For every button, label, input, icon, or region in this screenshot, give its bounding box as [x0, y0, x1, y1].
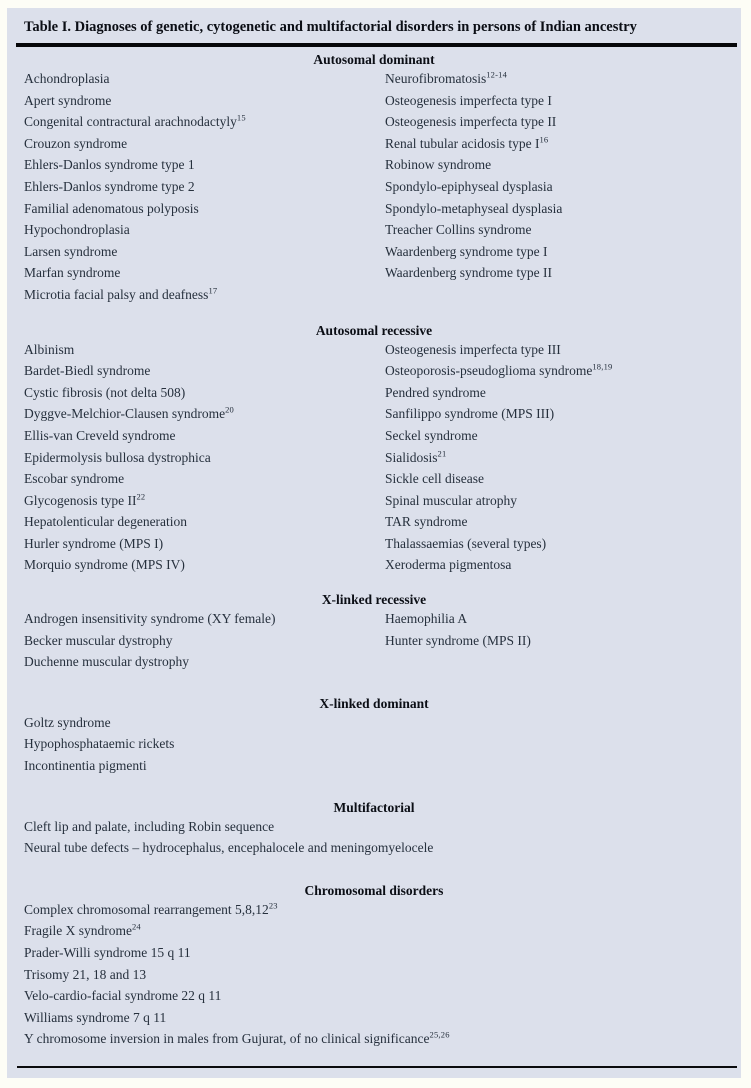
disorder-name: Becker muscular dystrophy	[24, 632, 173, 648]
disorder-name: Ehlers-Danlos syndrome type 2	[24, 178, 195, 194]
reference-superscript: 17	[208, 285, 218, 296]
section-columns	[7, 816, 741, 859]
disorder-name: Hurler syndrome (MPS I)	[24, 535, 164, 551]
section-heading: X-linked recessive	[321, 592, 427, 608]
disorder-name: Bardet-Biedl syndrome	[24, 363, 151, 379]
disorder-name: Robinow syndrome	[385, 157, 492, 173]
disorder-name: Albinism	[24, 341, 75, 357]
disorder-name: Incontinentia pigmenti	[24, 758, 147, 774]
disorder-name: Fragile X syndrome	[24, 923, 132, 939]
disorder-item	[24, 133, 385, 155]
disorder-item	[24, 198, 385, 220]
disorder-name: Renal tubular acidosis type I	[385, 135, 540, 151]
left-column	[24, 899, 741, 1050]
disorder-item	[24, 68, 385, 90]
reference-superscript: 18,19	[592, 361, 613, 372]
disorder-name: Congenital contractural arachnodactyly	[24, 114, 237, 130]
disorder-item	[385, 490, 741, 512]
reference-superscript: 15	[236, 112, 246, 123]
disorder-name: Cleft lip and palate, including Robin sequence	[24, 818, 275, 834]
disorder-name: Duchenne muscular dystrophy	[24, 654, 189, 670]
section-columns	[7, 339, 741, 577]
disorder-item	[385, 133, 741, 155]
reference-superscript: 23	[268, 900, 278, 911]
disorder-item	[24, 837, 741, 859]
right-column	[385, 68, 741, 306]
disorder-item	[385, 447, 741, 469]
disorder-item	[385, 511, 741, 533]
disorder-name: Escobar syndrome	[24, 471, 125, 487]
disorder-item	[24, 964, 741, 986]
table-bottom-rule	[17, 1066, 737, 1068]
section-multifactorial	[7, 799, 741, 859]
disorder-name: Treacher Collins syndrome	[385, 222, 532, 238]
reference-superscript: 21	[437, 448, 447, 458]
table-title: Table I. Diagnoses of genetic, cytogenetic and multifactorial disorders in persons of Indian ancestry	[24, 19, 637, 35]
left-column	[24, 608, 385, 673]
disorder-name: Epidermolysis bullosa dystrophica	[24, 449, 211, 465]
disorder-name: Neurofibromatosis	[385, 71, 487, 86]
disorder-item	[385, 630, 741, 652]
disorder-name: Ehlers-Danlos syndrome type 1	[24, 157, 195, 173]
disorder-name: Dyggve-Melchior-Clausen syndrome	[24, 406, 226, 422]
table-card	[7, 8, 741, 1078]
section-heading: Multifactorial	[333, 799, 415, 815]
disorder-name: Apert syndrome	[24, 92, 112, 108]
disorder-item	[24, 425, 385, 447]
disorder-name: Hypophosphataemic rickets	[24, 736, 175, 752]
disorder-name: Marfan syndrome	[24, 265, 121, 281]
disorder-name: Hunter syndrome (MPS II)	[385, 632, 531, 648]
disorder-item	[24, 447, 385, 469]
right-column	[385, 339, 741, 577]
section-x-linked-recessive	[7, 591, 741, 673]
section-columns	[7, 608, 741, 673]
section-chromosomal-disorders	[7, 882, 741, 1050]
disorder-name: Waardenberg syndrome type II	[385, 265, 552, 281]
disorder-name: Sickle cell disease	[385, 471, 484, 487]
disorder-item	[24, 942, 741, 964]
disorder-name: Microtia facial palsy and deafness	[24, 286, 209, 302]
disorder-item	[24, 111, 385, 133]
disorder-item	[385, 533, 741, 555]
disorder-name: Ellis-van Creveld syndrome	[24, 427, 176, 443]
disorder-item	[24, 154, 385, 176]
reference-superscript: 25,26	[429, 1029, 450, 1040]
right-column	[385, 608, 741, 673]
left-column	[24, 68, 385, 306]
disorder-item	[24, 651, 385, 673]
disorder-item	[385, 262, 741, 284]
section-heading: Autosomal dominant	[313, 52, 435, 67]
disorder-item	[24, 360, 385, 382]
disorder-item	[385, 403, 741, 425]
disorder-item	[24, 403, 385, 425]
disorder-name: Morquio syndrome (MPS IV)	[24, 557, 185, 573]
disorder-name: Sanfilippo syndrome (MPS III)	[385, 406, 555, 422]
section-heading: Chromosomal disorders	[304, 882, 444, 898]
section-x-linked-dominant	[7, 695, 741, 777]
disorder-item	[24, 985, 741, 1007]
disorder-item	[24, 241, 385, 263]
disorder-name: Seckel syndrome	[385, 427, 478, 443]
disorder-name: Cystic fibrosis (not delta 508)	[24, 384, 186, 400]
disorder-name: Spinal muscular atrophy	[385, 492, 517, 508]
disorder-item	[24, 608, 385, 630]
left-column	[24, 339, 385, 577]
disorder-name: Pendred syndrome	[385, 384, 486, 400]
disorder-item	[24, 755, 741, 777]
disorder-item	[24, 382, 385, 404]
disorder-name: Osteogenesis imperfecta type III	[385, 341, 561, 357]
disorder-name: Familial adenomatous polyposis	[24, 200, 199, 216]
reference-superscript: 24	[131, 921, 141, 932]
disorder-name: Goltz syndrome	[24, 714, 111, 730]
disorder-name: Androgen insensitivity syndrome (XY female)	[24, 611, 276, 627]
disorder-name: Hepatolenticular degeneration	[24, 514, 188, 530]
disorder-name: Osteogenesis imperfecta type II	[385, 114, 557, 130]
disorder-item	[24, 490, 385, 512]
disorder-item	[24, 468, 385, 490]
disorder-name: Achondroplasia	[24, 71, 110, 86]
disorder-item	[24, 219, 385, 241]
disorder-item	[385, 554, 741, 576]
disorder-item	[385, 360, 741, 382]
disorder-name: Crouzon syndrome	[24, 135, 128, 151]
reference-superscript: 20	[225, 404, 234, 415]
disorder-name: TAR syndrome	[385, 514, 468, 530]
sections-root	[7, 51, 741, 1050]
disorder-item	[24, 816, 741, 838]
disorder-item	[24, 733, 741, 755]
disorder-name: Spondylo-metaphyseal dysplasia	[385, 200, 563, 216]
disorder-name: Williams syndrome 7 q 11	[24, 1009, 167, 1025]
disorder-item	[385, 90, 741, 112]
disorder-item	[24, 284, 385, 306]
disorder-name: Glycogenosis type II	[24, 492, 137, 508]
disorder-name: Waardenberg syndrome type I	[385, 243, 548, 259]
disorder-item	[24, 630, 385, 652]
disorder-item	[385, 198, 741, 220]
disorder-item	[385, 339, 741, 361]
disorder-name: Complex chromosomal rearrangement 5,8,12	[24, 901, 269, 917]
disorder-item	[385, 241, 741, 263]
disorder-name: Prader-Willi syndrome 15 q 11	[24, 945, 191, 960]
disorder-name: Xeroderma pigmentosa	[385, 557, 512, 573]
disorder-item	[24, 533, 385, 555]
section-heading: X-linked dominant	[319, 695, 429, 711]
disorder-item	[24, 899, 741, 921]
disorder-item	[385, 468, 741, 490]
disorder-name: Velo-cardio-facial syndrome 22 q 11	[24, 988, 222, 1004]
disorder-item	[385, 68, 741, 90]
disorder-item	[24, 920, 741, 942]
disorder-name: Neural tube defects – hydrocephalus, encephalocele and meningomyelocele	[24, 840, 434, 856]
left-column	[24, 712, 741, 777]
section-columns	[7, 712, 741, 777]
disorder-item	[385, 219, 741, 241]
reference-superscript: 12-14	[486, 69, 508, 80]
disorder-name: Sialidosis	[385, 449, 438, 465]
section-autosomal-recessive	[7, 322, 741, 577]
disorder-item	[24, 712, 741, 734]
section-columns	[7, 68, 741, 306]
disorder-item	[385, 382, 741, 404]
disorder-item	[24, 554, 385, 576]
disorder-name: Haemophilia A	[385, 611, 468, 627]
disorder-name: Thalassaemias (several types)	[385, 535, 547, 551]
disorder-name: Osteogenesis imperfecta type I	[385, 92, 552, 108]
reference-superscript: 22	[136, 491, 146, 502]
disorder-item	[24, 1028, 741, 1050]
disorder-name: Trisomy 21, 18 and 13	[24, 966, 147, 982]
section-columns	[7, 899, 741, 1050]
disorder-item	[385, 176, 741, 198]
disorder-item	[385, 111, 741, 133]
disorder-item	[385, 425, 741, 447]
disorder-item	[24, 90, 385, 112]
title-divider-rule	[16, 43, 737, 47]
section-autosomal-dominant	[7, 51, 741, 306]
disorder-name: Y chromosome inversion in males from Gujurat, of no clinical significance	[24, 1031, 430, 1047]
disorder-name: Spondylo-epiphyseal dysplasia	[385, 178, 553, 194]
disorder-name: Larsen syndrome	[24, 243, 118, 259]
section-heading: Autosomal recessive	[315, 322, 433, 338]
disorder-item	[24, 339, 385, 361]
disorder-item	[385, 154, 741, 176]
disorder-name: Osteoporosis-pseudoglioma syndrome	[385, 363, 593, 379]
disorder-item	[24, 511, 385, 533]
left-column	[24, 816, 741, 859]
disorder-name: Hypochondroplasia	[24, 222, 130, 238]
reference-superscript: 16	[539, 134, 549, 145]
disorder-item	[385, 608, 741, 630]
disorder-item	[24, 1007, 741, 1029]
disorder-item	[24, 176, 385, 198]
disorder-item	[24, 262, 385, 284]
